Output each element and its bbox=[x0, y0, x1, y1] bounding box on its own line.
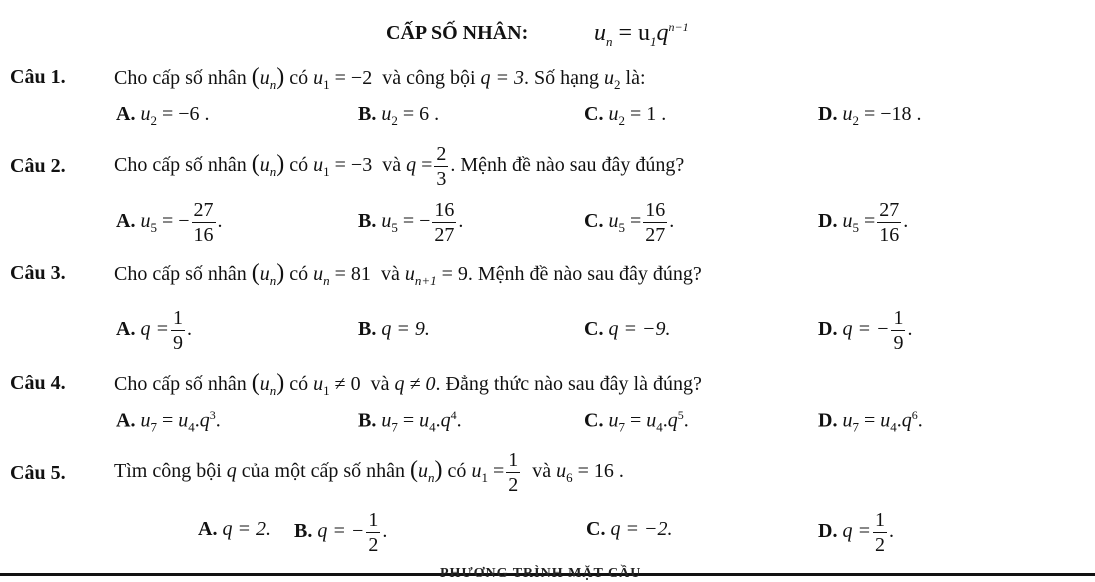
general-term-formula: $u_n = u_1q^{n-1}$ bbox=[594, 20, 689, 49]
question-3-stem: Cho cấp số nhân $(u_n)$ có $u_n = 81$ và $u_{n+1} = 9$. Mệnh đề nào sau đây đúng? bbox=[114, 260, 702, 288]
question-4 bbox=[10, 372, 66, 395]
option-a[interactable]: A. $u_2 = -6$ . bbox=[116, 103, 210, 128]
question-label: Câu 3. bbox=[10, 262, 66, 284]
question-5 bbox=[10, 462, 66, 485]
option-d[interactable]: D. $u_7 = u_4.q^6$. bbox=[818, 408, 923, 435]
question-label: Câu 1. bbox=[10, 66, 66, 88]
title-text: CẤP SỐ NHÂN: bbox=[386, 22, 529, 44]
option-b[interactable]: B. q = − $\frac{1}{2}$ . bbox=[294, 509, 388, 556]
question-1 bbox=[10, 66, 66, 89]
question-label: Câu 5. bbox=[10, 462, 66, 484]
option-c[interactable]: C. $u_5$ = $\frac{16}{27}$ . bbox=[584, 199, 675, 246]
option-d[interactable]: D. $u_5$ = $\frac{27}{16}$ . bbox=[818, 199, 909, 246]
option-b[interactable]: B. q = 9. bbox=[358, 318, 430, 340]
page-title bbox=[386, 22, 528, 45]
option-c[interactable]: C. q = −2. bbox=[586, 518, 673, 540]
question-4-stem: Cho cấp số nhân $(u_n)$ có $u_1 \ne 0$ và q ≠ 0. Đẳng thức nào sau đây là đúng? bbox=[114, 370, 702, 398]
question-label: Câu 4. bbox=[10, 372, 66, 394]
option-c[interactable]: C. $u_2 = 1$ . bbox=[584, 103, 667, 128]
option-a[interactable]: A. q = 2. bbox=[198, 518, 271, 540]
option-c[interactable]: C. q = −9. bbox=[584, 318, 671, 340]
option-d[interactable]: D. q = $\frac{1}{2}$ . bbox=[818, 509, 894, 556]
option-a[interactable]: A. $u_5$ = − $\frac{27}{16}$ . bbox=[116, 199, 223, 246]
question-5-stem: Tìm công bội q của một cấp số nhân $(u_n)$ có $u_1$ = $\frac{1}{2}$ và $u_6 = 16$ . bbox=[114, 449, 624, 496]
question-1-stem: Cho cấp số nhân $(u_n)$ có $u_1 = -2$ và công bội q = 3. Số hạng $u_2$ là: bbox=[114, 64, 646, 92]
question-3 bbox=[10, 262, 66, 285]
option-c[interactable]: C. $u_7 = u_4.q^5$. bbox=[584, 408, 689, 435]
question-label: Câu 2. bbox=[10, 155, 66, 177]
next-section-heading: PHƯƠNG TRÌNH MẶT CẦU bbox=[440, 566, 642, 581]
option-d[interactable]: D. $u_2 = -18$ . bbox=[818, 103, 922, 128]
question-2-stem: Cho cấp số nhân $(u_n)$ có $u_1 = -3$ và q = $\frac{2}{3}$ . Mệnh đề nào sau đây đúng? bbox=[114, 143, 685, 190]
option-b[interactable]: B. $u_2 = 6$ . bbox=[358, 103, 440, 128]
option-a[interactable]: A. $u_7 = u_4.q^3$. bbox=[116, 408, 221, 435]
option-b[interactable]: B. $u_5$ = − $\frac{16}{27}$ . bbox=[358, 199, 464, 246]
question-2 bbox=[10, 155, 66, 178]
option-d[interactable]: D. q = − $\frac{1}{9}$ . bbox=[818, 307, 913, 354]
option-a[interactable]: A. q = $\frac{1}{9}$ . bbox=[116, 307, 192, 354]
option-b[interactable]: B. $u_7 = u_4.q^4$. bbox=[358, 408, 462, 435]
